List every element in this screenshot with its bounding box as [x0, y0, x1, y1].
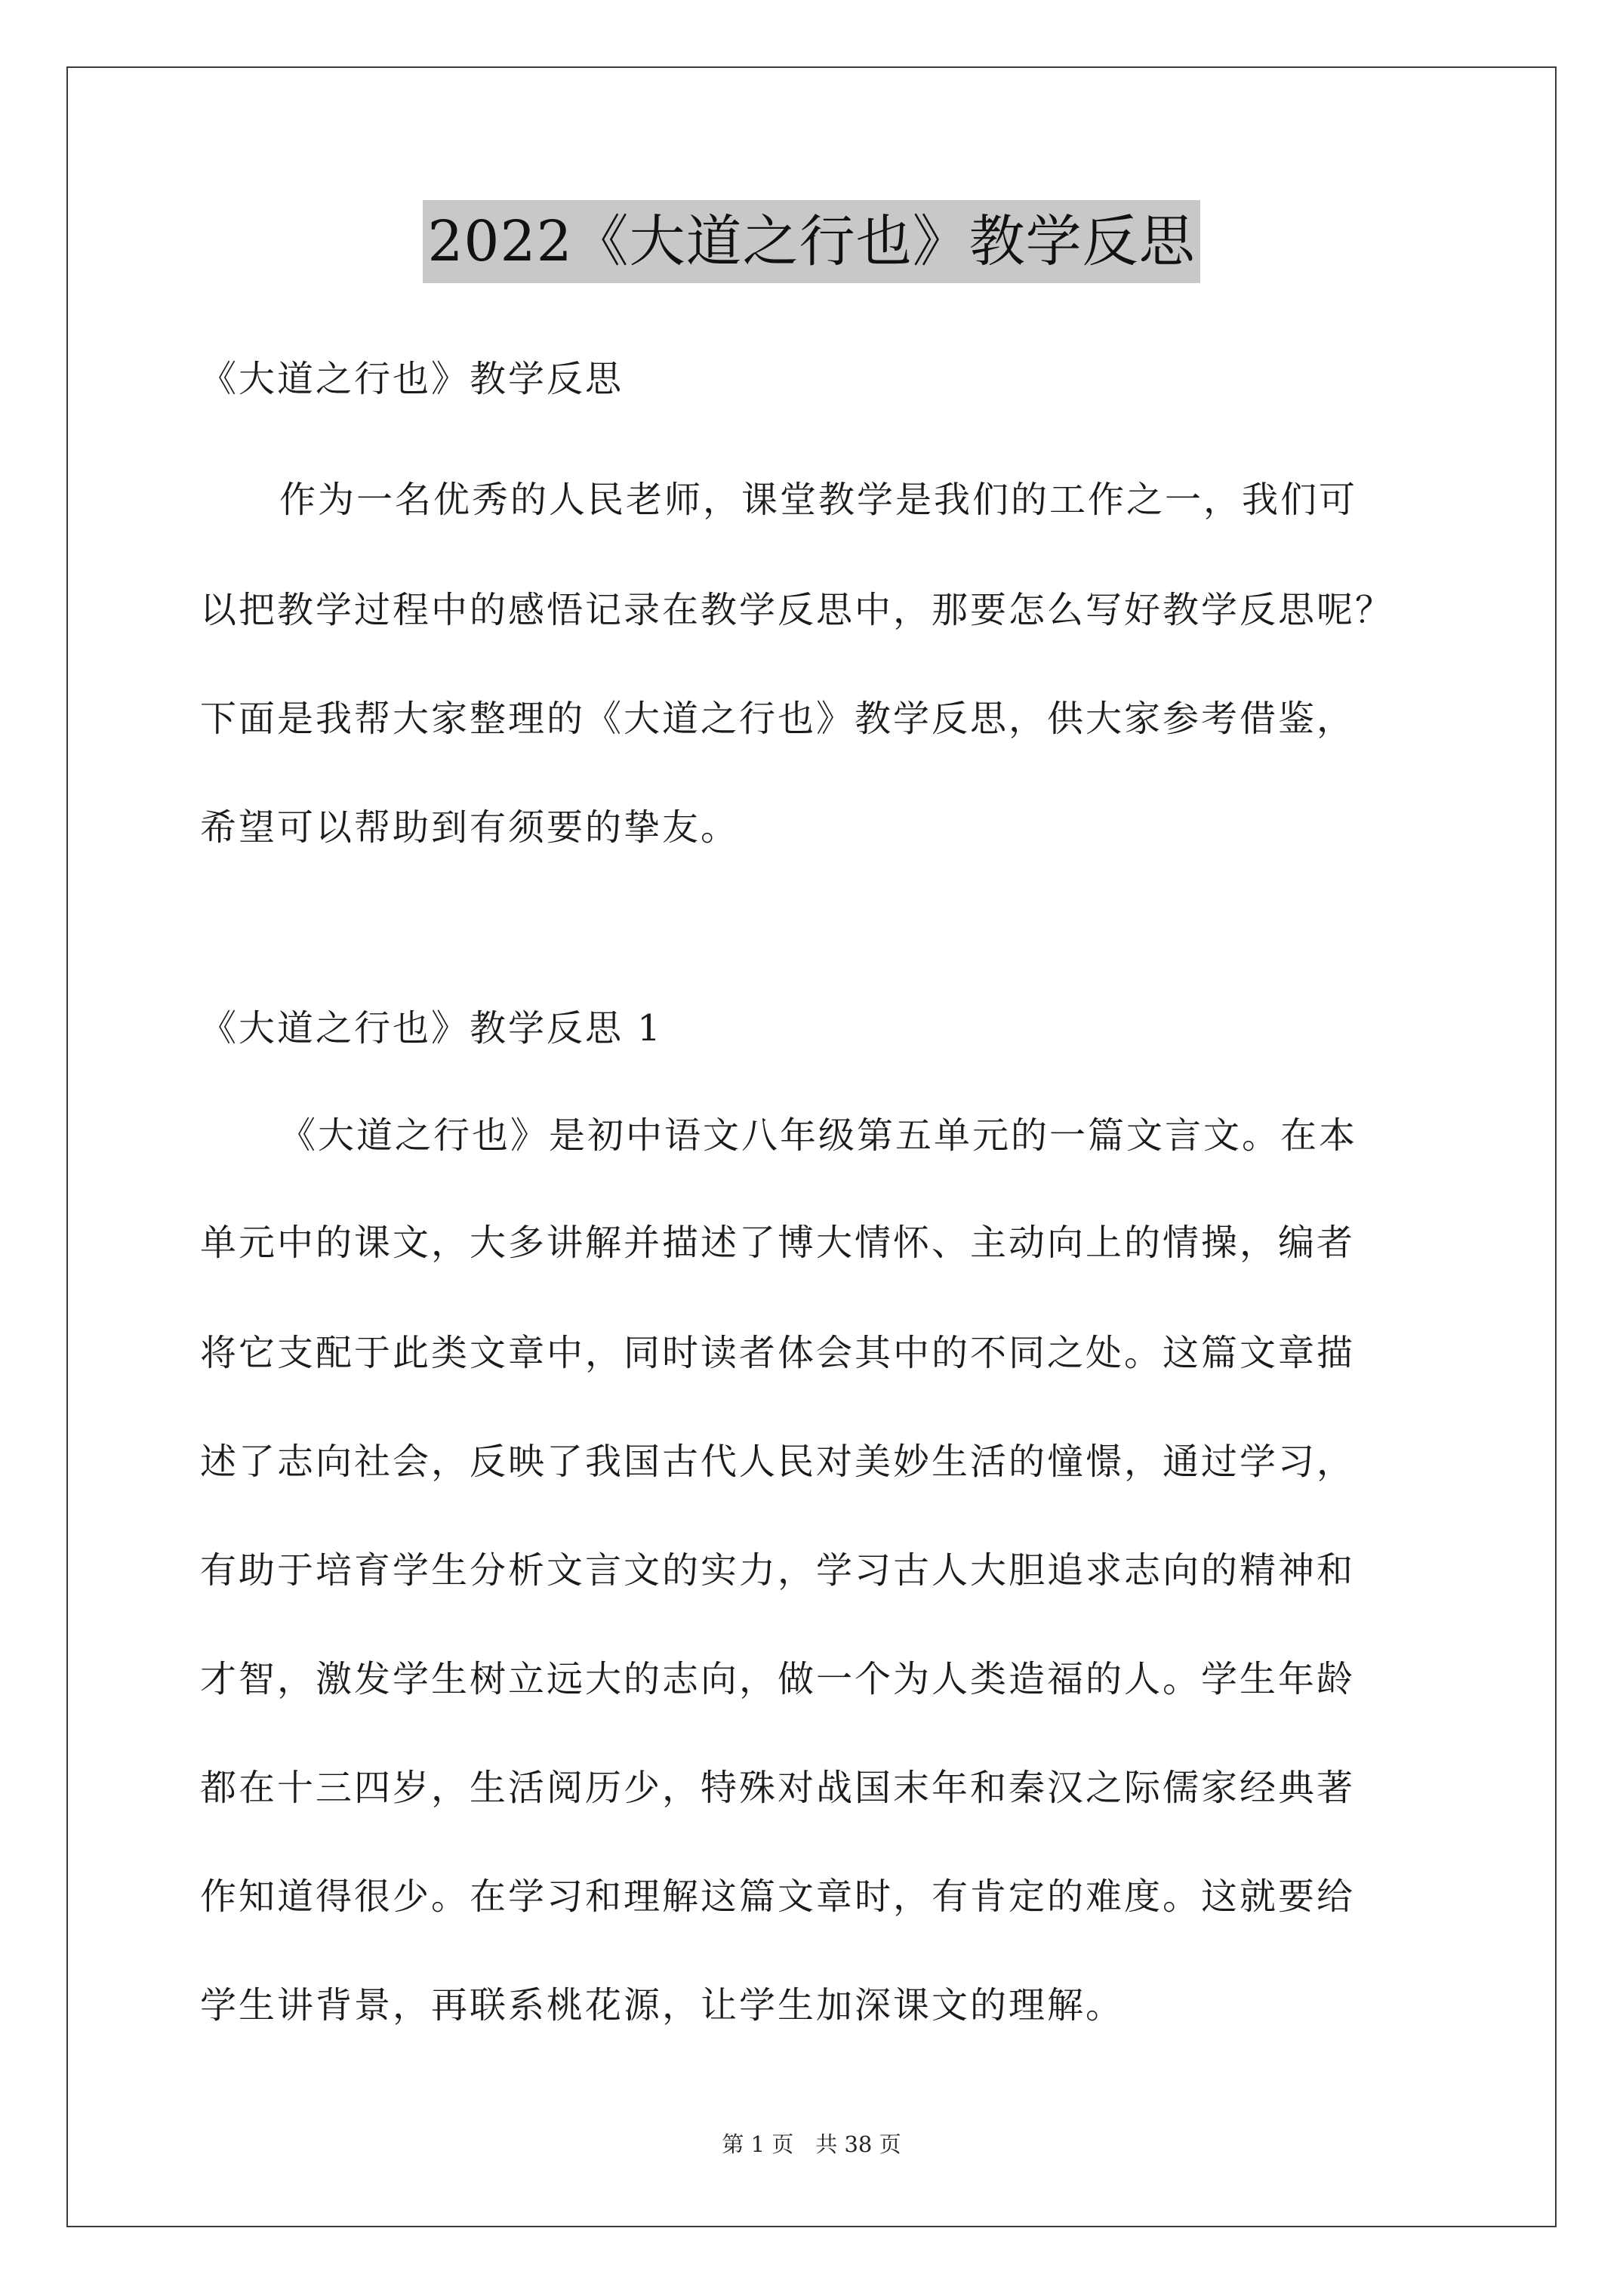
paragraph-line: 才智，激发学生树立远大的志向，做一个为人类造福的人。学生年龄 — [200, 1658, 1356, 1700]
paragraph-line: 述了志向社会，反映了我国古代人民对美妙生活的憧憬，通过学习， — [200, 1441, 1356, 1483]
page-number-footer: 第 1 页 共 38 页 — [722, 2131, 901, 2157]
paragraph-line: 学生讲背景，再联系桃花源，让学生加深课文的理解。 — [200, 1984, 1125, 2026]
paragraph-line: 都在十三四岁，生活阅历少，特殊对战国末年和秦汉之际儒家经典著 — [200, 1767, 1356, 1809]
section-heading: 《大道之行也》教学反思 — [200, 358, 624, 400]
paragraph-line: 《大道之行也》是初中语文八年级第五单元的一篇文言文。在本 — [279, 1114, 1358, 1157]
document-title: 2022《大道之行也》教学反思 — [423, 200, 1200, 283]
title-wrapper — [0, 200, 1623, 283]
paragraph-line: 作为一名优秀的人民老师，课堂教学是我们的工作之一，我们可 — [279, 479, 1358, 521]
paragraph-line: 单元中的课文，大多讲解并描述了博大情怀、主动向上的情操，编者 — [200, 1222, 1356, 1264]
paragraph-line: 下面是我帮大家整理的《大道之行也》教学反思，供大家参考借鉴， — [200, 698, 1356, 740]
paragraph-line: 将它支配于此类文章中，同时读者体会其中的不同之处。这篇文章描 — [200, 1332, 1356, 1374]
paragraph-line: 作知道得很少。在学习和理解这篇文章时，有肯定的难度。这就要给 — [200, 1875, 1356, 1918]
paragraph-line: 以把教学过程中的感悟记录在教学反思中，那要怎么写好教学反思呢？ — [200, 589, 1394, 631]
section-heading: 《大道之行也》教学反思 1 — [200, 1007, 663, 1049]
paragraph-line: 希望可以帮助到有须要的挚友。 — [200, 806, 740, 849]
paragraph-line: 有助于培育学生分析文言文的实力，学习古人大胆追求志向的精神和 — [200, 1549, 1356, 1592]
